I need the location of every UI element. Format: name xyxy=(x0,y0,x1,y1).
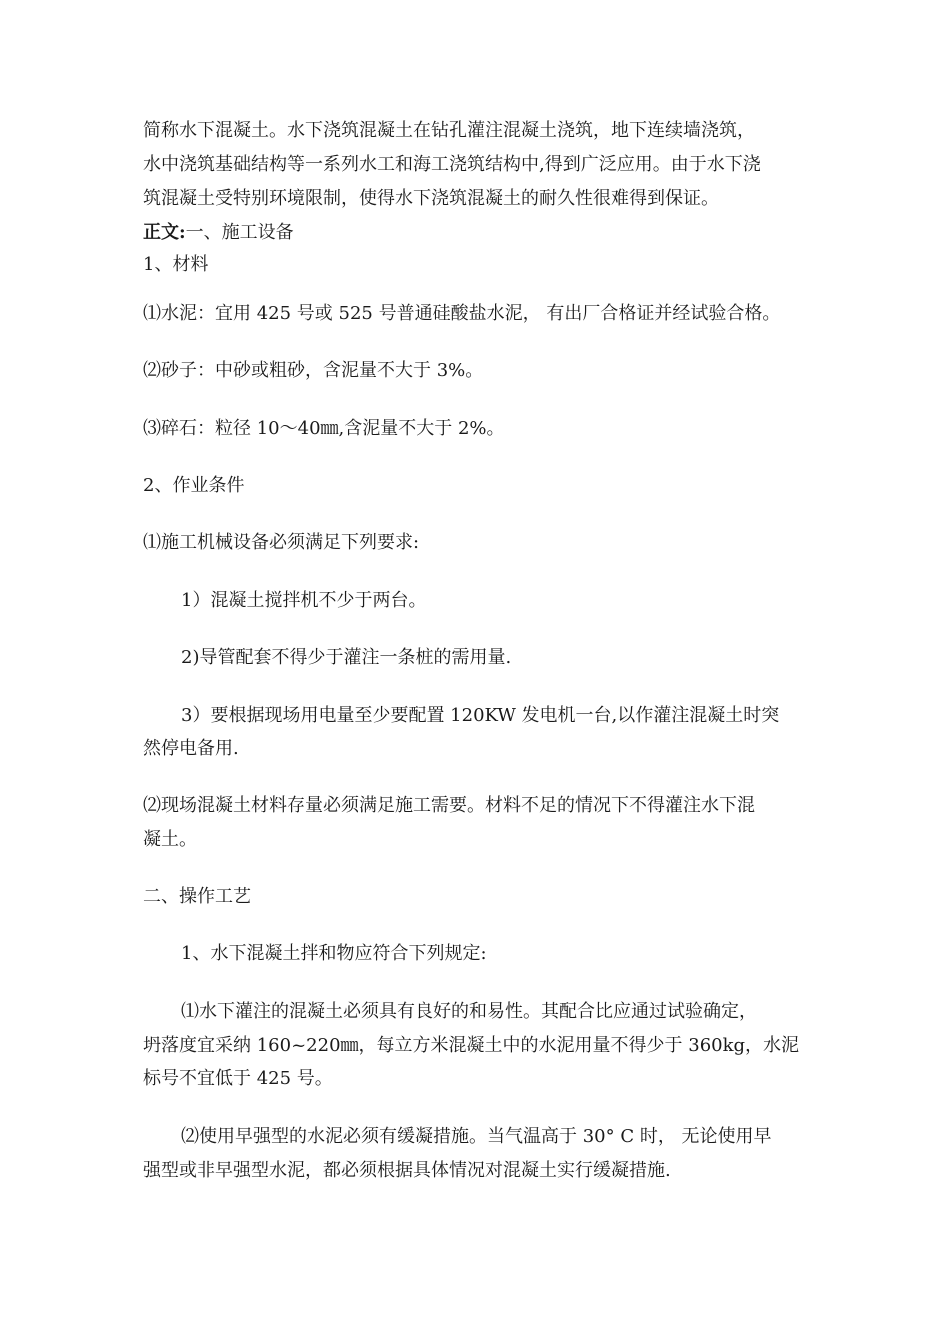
intro-line-1: 简称水下混凝土。水下浇筑混凝土在钻孔灌注混凝土浇筑，地下连续墙浇筑， xyxy=(143,120,755,141)
condition-item-2-line-2: 凝土。 xyxy=(143,829,197,850)
condition-sub-3-line-2: 然停电备用. xyxy=(143,738,239,759)
material-item-cement: ⑴水泥：宜用 425 号或 525 号普通硅酸盐水泥， 有出厂合格证并经试验合格。 xyxy=(143,303,781,324)
condition-sub-3-line-1: 3）要根据现场用电量至少要配置 120KW 发电机一台,以作灌注混凝土时突 xyxy=(181,705,780,726)
process-p2-line-1: ⑵使用早强型的水泥必须有缓凝措施。当气温高于 30° C 时， 无论使用早 xyxy=(181,1126,772,1147)
main-heading-line xyxy=(143,219,294,247)
condition-sub-2: 2)导管配套不得少于灌注一条桩的需用量. xyxy=(181,647,512,668)
main-label: 正文: xyxy=(143,222,186,243)
process-sub-title: 1、水下混凝土拌和物应符合下列规定: xyxy=(181,943,487,964)
process-p1-line-2: 坍落度宜采纳 160~220㎜，每立方米混凝土中的水泥用量不得少于 360kg，水泥 xyxy=(143,1035,800,1056)
condition-item-2-line-1: ⑵现场混凝土材料存量必须满足施工需要。材料不足的情况下不得灌注水下混 xyxy=(143,795,755,816)
section-2-title: 2、作业条件 xyxy=(143,475,245,496)
condition-item-1: ⑴施工机械设备必须满足下列要求: xyxy=(143,532,420,553)
material-item-sand: ⑵砂子：中砂或粗砂，含泥量不大于 3%。 xyxy=(143,360,484,381)
process-p1-line-1: ⑴水下灌注的混凝土必须具有良好的和易性。其配合比应通过试验确定， xyxy=(181,1001,757,1022)
material-item-gravel: ⑶碎石：粒径 10～40㎜,含泥量不大于 2%。 xyxy=(143,418,505,439)
section-heading-2: 二、操作工艺 xyxy=(143,886,251,907)
section-1-title: 1、材料 xyxy=(143,254,209,275)
process-p2-line-2: 强型或非早强型水泥，都必须根据具体情况对混凝土实行缓凝措施. xyxy=(143,1160,671,1181)
intro-line-3: 筑混凝土受特别环境限制，使得水下浇筑混凝土的耐久性很难得到保证。 xyxy=(143,188,719,209)
section-heading-1: 一、施工设备 xyxy=(185,222,294,243)
condition-sub-1: 1）混凝土搅拌机不少于两台。 xyxy=(181,590,427,611)
process-p1-line-3: 标号不宜低于 425 号。 xyxy=(143,1068,333,1089)
intro-line-2: 水中浇筑基础结构等一系列水工和海工浇筑结构中,得到广泛应用。由于水下浇 xyxy=(143,154,761,175)
